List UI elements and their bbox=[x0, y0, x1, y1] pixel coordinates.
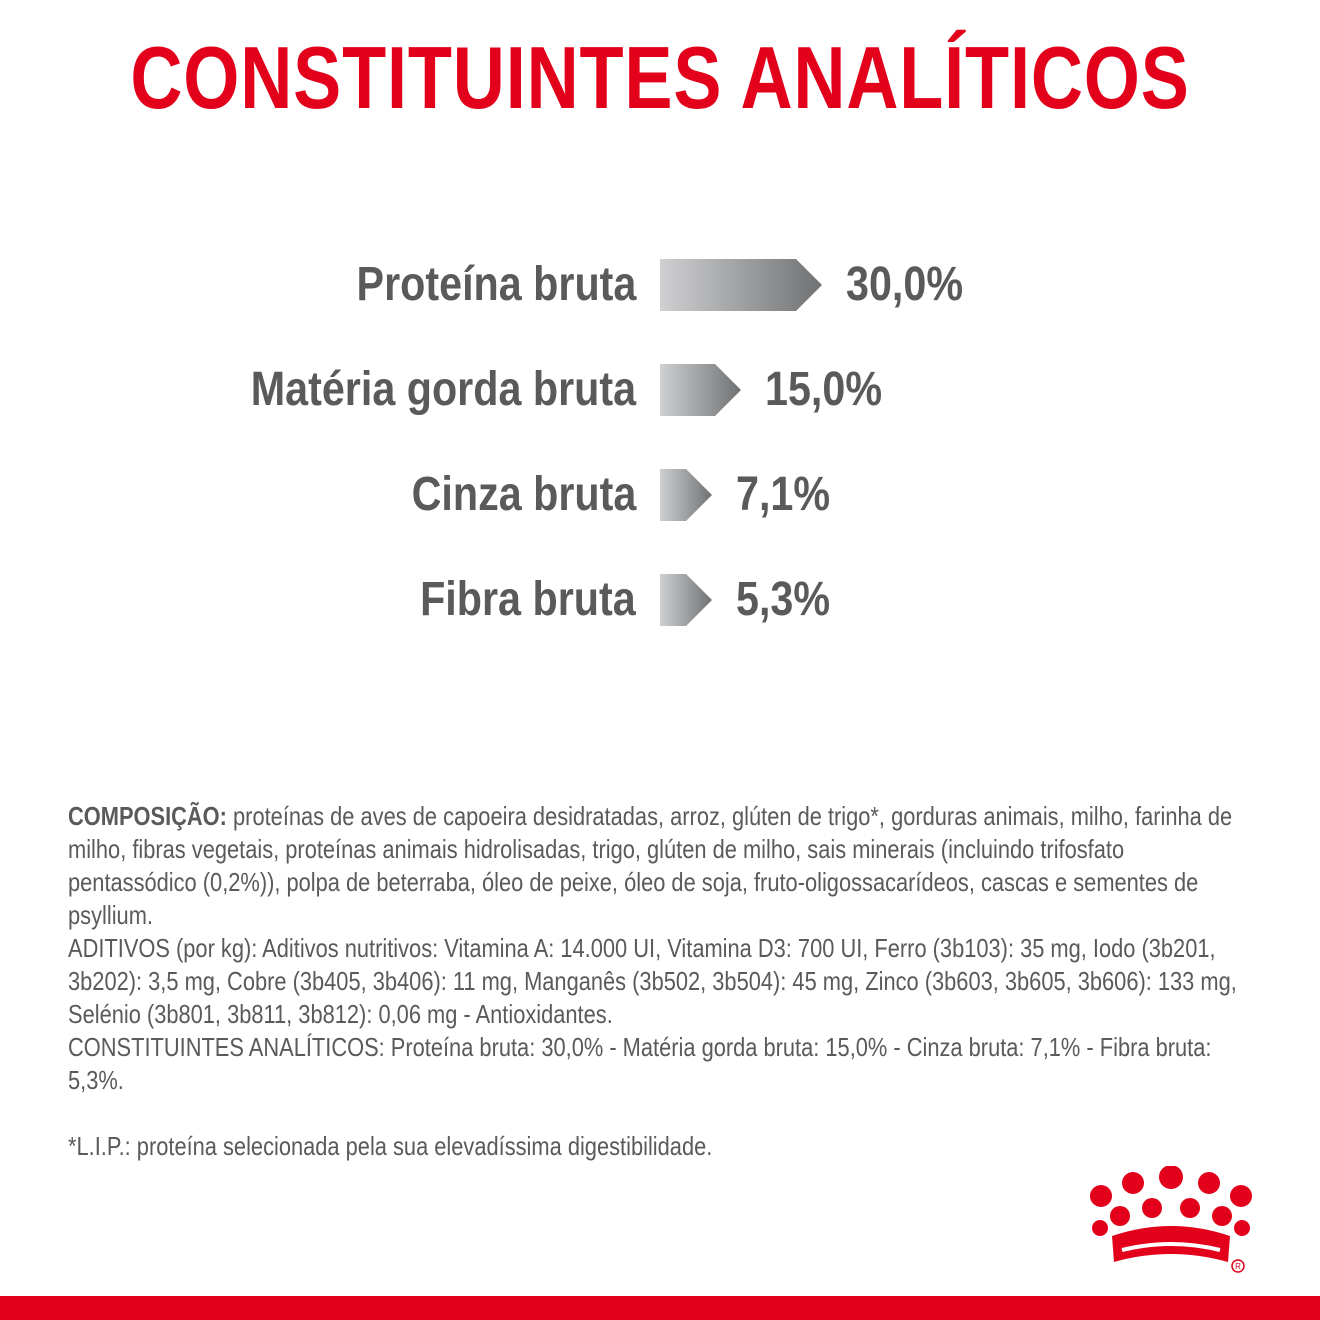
chart-row bbox=[0, 355, 1320, 425]
bar bbox=[660, 574, 712, 626]
composition-text: proteínas de aves de capoeira desidratadas, arroz, glúten de trigo*, gorduras animais, milho, farinha de milho, fibras vegetais, proteínas animais hidrolisadas, trigo, glúten de milho, sais minerais (incluindo trifosfato pentassódico (0,2%)), polpa de beterraba, óleo de peixe, óleo de soja, fruto-oligossacarídeos, cascas e sementes de psyllium. bbox=[68, 801, 1233, 930]
bar-shape bbox=[660, 364, 741, 416]
bar-label: Fibra bruta bbox=[420, 573, 636, 626]
analytical-constituents-chart bbox=[0, 250, 1320, 670]
composition-heading: COMPOSIÇÃO: bbox=[68, 801, 227, 831]
bar-shape bbox=[660, 259, 822, 311]
bar-label: Cinza bruta bbox=[411, 468, 636, 521]
analytical-paragraph: CONSTITUINTES ANALÍTICOS: Proteína bruta: 30,0% - Matéria gorda bruta: 15,0% - Cinza bruta: 7,1% - Fibra bruta: 5,3%. bbox=[68, 1032, 1212, 1095]
bar-shape bbox=[660, 469, 712, 521]
composition-paragraph bbox=[68, 800, 1258, 932]
bottom-stripe bbox=[0, 1296, 1320, 1320]
bar-label: Matéria gorda bruta bbox=[250, 363, 636, 416]
bar bbox=[660, 469, 712, 521]
bar-shape bbox=[660, 574, 712, 626]
bar-value-label: 5,3% bbox=[736, 573, 831, 626]
bar bbox=[660, 364, 741, 416]
additives-paragraph: ADITIVOS (por kg): Aditivos nutritivos: Vitamina A: 14.000 UI, Vitamina D3: 700 UI, Ferro (3b103): 35 mg, Iodo (3b201, 3b202): 3,5 mg, Cobre (3b405, 3b406): 11 mg, Manganês (3b502, 3b504): 45 mg, Zinco (3b603, 3b605, 3b606): 133 mg, Selénio (3b801, 3b811, 3b812): 0,06 mg - Antioxidantes. bbox=[68, 933, 1237, 1029]
bar bbox=[660, 259, 822, 311]
chart-row bbox=[0, 460, 1320, 530]
bar-label: Proteína bruta bbox=[356, 258, 636, 311]
page-title: CONSTITUINTES ANALÍTICOS bbox=[130, 28, 1190, 127]
bar-value-label: 7,1% bbox=[736, 468, 831, 521]
bar-value-label: 15,0% bbox=[765, 363, 883, 416]
bar-value-label: 30,0% bbox=[846, 258, 964, 311]
footnote: *L.I.P.: proteína selecionada pela sua elevadíssima digestibilidade. bbox=[68, 1131, 713, 1161]
svg-text:R: R bbox=[1235, 1262, 1241, 1271]
chart-row bbox=[0, 565, 1320, 635]
royal-canin-crown-icon bbox=[1082, 1166, 1260, 1278]
composition-block bbox=[68, 800, 1258, 1163]
chart-row bbox=[0, 250, 1320, 320]
